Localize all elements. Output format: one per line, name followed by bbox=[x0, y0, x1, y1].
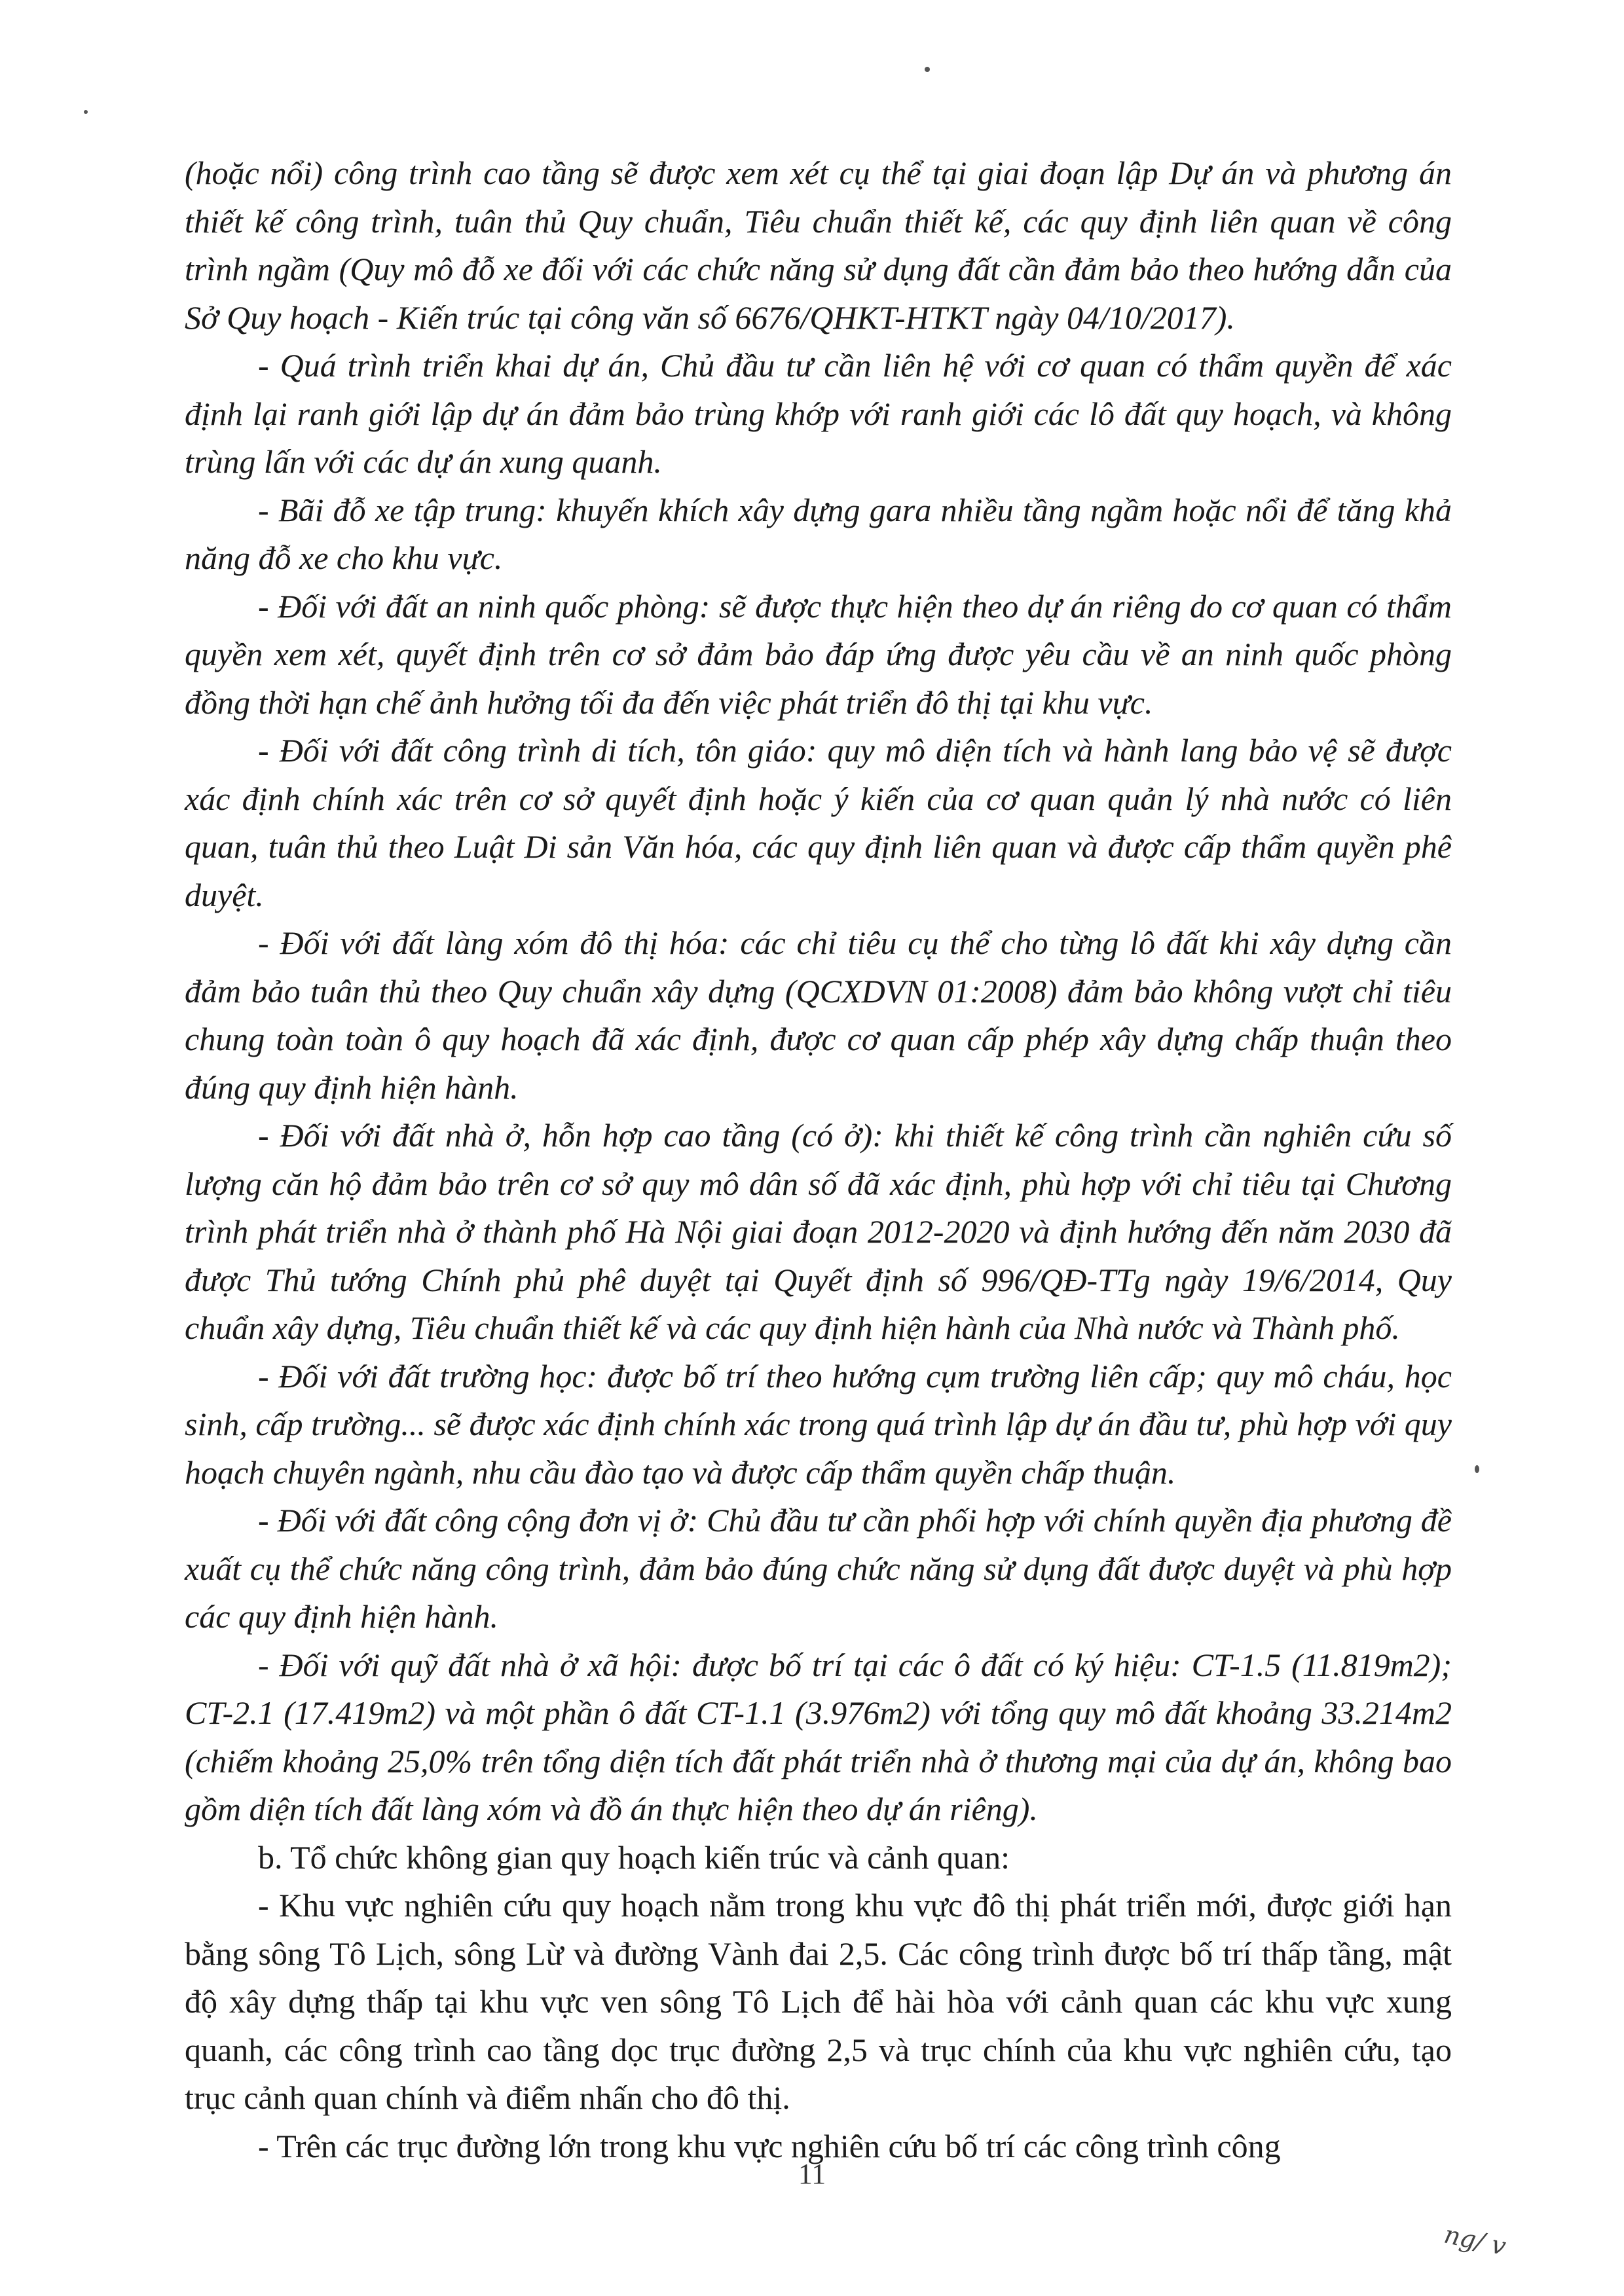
handwritten-initials: ng/ v bbox=[1441, 2219, 1509, 2261]
paragraph-defense-land: - Đối với đất an ninh quốc phòng: sẽ được thực hiện theo dự án riêng do cơ quan có thẩm quyền xem xét, quyết định trên cơ sở đảm bảo đáp ứng được yêu cầu về an ninh quốc phòng đồng thời hạn chế ảnh hưởng tối đa đến việc phát triển đô thị tại khu vực. bbox=[185, 587, 1452, 721]
paragraph-urbanized-village-land: - Đối với đất làng xóm đô thị hóa: các chỉ tiêu cụ thể cho từng lô đất khi xây dựng cần đảm bảo tuân thủ theo Quy chuẩn xây dựng (QCXDVN 01:2008) đảm bảo không vượt chỉ tiêu chung toàn toàn ô quy hoạch đã xác định, được cơ quan cấp phép xây dựng chấp thuận theo đúng quy định hiện hành. bbox=[185, 924, 1452, 1106]
paragraph-heritage-religious-land: - Đối với đất công trình di tích, tôn giáo: quy mô diện tích và hành lang bảo vệ sẽ được xác định chính xác trên cơ sở quyết định hoặc ý kiến của cơ quan quản lý nhà nước có liên quan, tuân thủ theo Luật Di sản Văn hóa, các quy định liên quan và được cấp thẩm quyền phê duyệt. bbox=[185, 732, 1452, 913]
paragraph-central-parking: - Bãi đỗ xe tập trung: khuyến khích xây dựng gara nhiều tầng ngầm hoặc nổi để tăng khả năng đỗ xe cho khu vực. bbox=[185, 491, 1452, 576]
paragraph-school-land: - Đối với đất trường học: được bố trí theo hướng cụm trường liên cấp; quy mô cháu, học sinh, cấp trường... sẽ được xác định chính xác trong quá trình lập dự án đầu tư, phù hợp với quy hoạch chuyên ngành, nhu cầu đào tạo và được cấp thẩm quyền chấp thuận. bbox=[185, 1357, 1452, 1491]
paragraph-underground-parking: (hoặc nổi) công trình cao tầng sẽ được xem xét cụ thể tại giai đoạn lập Dự án và phương án thiết kế công trình, tuân thủ Quy chuẩn, Tiêu chuẩn thiết kế, các quy định liên quan về công trình ngầm (Quy mô đỗ xe đối với các chức năng sử dụng đất cần đảm bảo theo hướng dẫn của Sở Quy hoạch - Kiến trúc tại công văn số 6676/QHKT-HTKT ngày 04/10/2017). bbox=[185, 155, 1452, 336]
scan-speck bbox=[925, 67, 930, 72]
paragraph-public-facility-land: - Đối với đất công cộng đơn vị ở: Chủ đầu tư cần phối hợp với chính quyền địa phương đề xuất cụ thể chức năng công trình, đảm bảo đúng chức năng sử dụng đất được duyệt và phù hợp các quy định hiện hành. bbox=[185, 1502, 1452, 1635]
paragraph-highrise-housing-land: - Đối với đất nhà ở, hỗn hợp cao tầng (có ở): khi thiết kế công trình cần nghiên cứu số lượng căn hộ đảm bảo trên cơ sở quy mô dân số đã xác định, phù hợp với chỉ tiêu tại Chương trình phát triển nhà ở thành phố Hà Nội giai đoạn 2012-2020 và định hướng đến năm 2030 đã được Thủ tướng Chính phủ phê duyệt tại Quyết định số 996/QĐ-TTg ngày 19/6/2014, Quy chuẩn xây dựng, Tiêu chuẩn thiết kế và các quy định hiện hành của Nhà nước và Thành phố. bbox=[185, 1117, 1452, 1346]
section-heading-b: b. Tổ chức không gian quy hoạch kiến trúc và cảnh quan: bbox=[258, 1838, 1010, 1876]
paragraph-project-boundary: - Quá trình triển khai dự án, Chủ đầu tư cần liên hệ với cơ quan có thẩm quyền để xác định lại ranh giới lập dự án đảm bảo trùng khớp với ranh giới các lô đất quy hoạch, và không trùng lấn với các dự án xung quanh. bbox=[185, 347, 1452, 480]
scan-speck bbox=[1475, 1465, 1479, 1473]
scan-speck bbox=[84, 110, 88, 114]
paragraph-study-area: - Khu vực nghiên cứu quy hoạch nằm trong khu vực đô thị phát triển mới, được giới hạn bằng sông Tô Lịch, sông Lừ và đường Vành đai 2,5. Các công trình được bố trí thấp tầng, mật độ xây dựng thấp tại khu vực ven sông Tô Lịch để hài hòa với cảnh quan các khu vực xung quanh, các công trình cao tầng dọc trục đường 2,5 và trục chính của khu vực nghiên cứu, tạo trục cảnh quan chính và điểm nhấn cho đô thị. bbox=[185, 1887, 1452, 2116]
page-number: 11 bbox=[798, 2158, 826, 2190]
body-text bbox=[185, 149, 1452, 2170]
paragraph-social-housing-land: - Đối với quỹ đất nhà ở xã hội: được bố trí tại các ô đất có ký hiệu: CT-1.5 (11.819m2); CT-2.1 (17.419m2) và một phần ô đất CT-1.1 (3.976m2) với tổng quy mô đất khoảng 33.214m2 (chiếm khoảng 25,0% trên tổng diện tích đất phát triển nhà ở thương mại của dự án, không bao gồm diện tích đất làng xóm và đồ án thực hiện theo dự án riêng). bbox=[185, 1646, 1452, 1827]
paragraph-major-roads: - Trên các trục đường lớn trong khu vực nghiên cứu bố trí các công trình công bbox=[258, 2127, 1281, 2164]
